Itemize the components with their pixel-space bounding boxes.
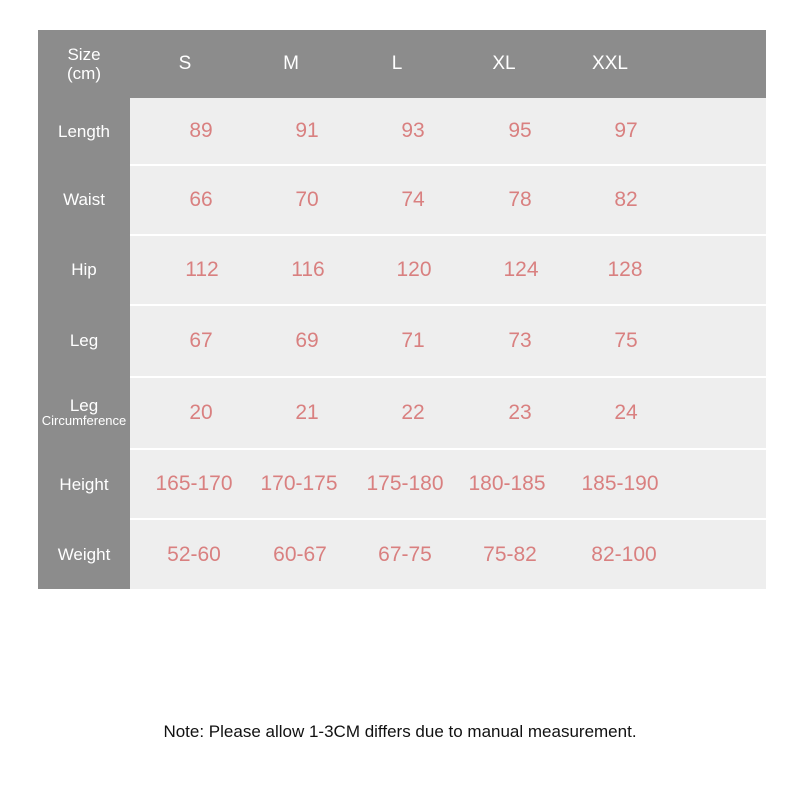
row-label-waist: Waist xyxy=(63,189,105,209)
table-cell: 20 xyxy=(189,401,213,424)
table-cell: 170-175 xyxy=(260,472,338,495)
table-cell: 66 xyxy=(189,188,213,211)
table-cell: 97 xyxy=(614,119,638,142)
table-cell: 75 xyxy=(614,329,638,352)
table-cell: 24 xyxy=(614,401,638,424)
size-header-xl: XL xyxy=(492,53,516,74)
table-cell: 69 xyxy=(295,329,319,352)
table-cell: 75-82 xyxy=(483,542,537,566)
size-header-m: M xyxy=(283,53,299,74)
table-cell: 60-67 xyxy=(273,542,327,566)
row-label-height: Height xyxy=(59,474,109,494)
table-row xyxy=(130,520,766,589)
row-label-hip: Hip xyxy=(71,259,97,279)
size-header-s: S xyxy=(178,53,192,74)
size-chart xyxy=(38,30,766,589)
table-row xyxy=(130,98,766,166)
table-cell: 165-170 xyxy=(155,472,233,495)
row-label-leg-circumference-line1: Leg xyxy=(69,395,99,415)
size-unit-label xyxy=(38,30,130,98)
table-cell: 128 xyxy=(607,258,643,281)
table-row xyxy=(130,166,766,236)
table-cell: 23 xyxy=(508,401,532,424)
table-cell: 185-190 xyxy=(581,472,659,495)
size-header-xxl: XXL xyxy=(592,53,628,74)
table-cell: 175-180 xyxy=(366,472,444,495)
table-cell: 21 xyxy=(295,401,319,424)
table-cell: 120 xyxy=(396,258,432,281)
table-cell: 180-185 xyxy=(468,472,546,495)
table-row xyxy=(130,450,766,520)
size-label-line2: (cm) xyxy=(67,64,101,83)
table-cell: 95 xyxy=(508,119,532,142)
row-label-leg: Leg xyxy=(69,330,99,350)
row-label-column xyxy=(38,98,130,589)
table-cell: 91 xyxy=(295,119,319,142)
table-cell: 93 xyxy=(401,119,425,142)
table-cell: 112 xyxy=(185,258,219,281)
table-cell: 73 xyxy=(508,329,532,352)
table-cell: 22 xyxy=(401,401,425,424)
table-row xyxy=(130,236,766,306)
measurement-note: Note: Please allow 1-3CM differs due to manual measurement. xyxy=(163,722,637,741)
table-cell: 82-100 xyxy=(591,542,657,566)
table-cell: 67 xyxy=(189,329,213,352)
row-label-length: Length xyxy=(58,121,110,141)
row-label-leg-circumference xyxy=(38,376,130,448)
table-cell: 71 xyxy=(401,329,425,352)
table-cell: 52-60 xyxy=(167,542,221,566)
size-chart-header xyxy=(38,30,766,98)
table-cell: 74 xyxy=(401,188,425,211)
size-header-l: L xyxy=(391,53,403,74)
size-label-line1: Size xyxy=(67,45,101,64)
table-cell: 116 xyxy=(291,258,325,281)
table-cell: 124 xyxy=(503,258,539,281)
table-cell: 67-75 xyxy=(378,542,432,566)
table-cell: 78 xyxy=(508,188,532,211)
table-row xyxy=(130,378,766,450)
table-cell: 89 xyxy=(189,119,213,142)
row-label-leg-circumference-line2: Circumference xyxy=(41,412,127,428)
row-label-weight: Weight xyxy=(57,545,111,564)
table-cell: 82 xyxy=(614,188,638,211)
table-row xyxy=(130,306,766,378)
table-cell: 70 xyxy=(295,188,319,211)
